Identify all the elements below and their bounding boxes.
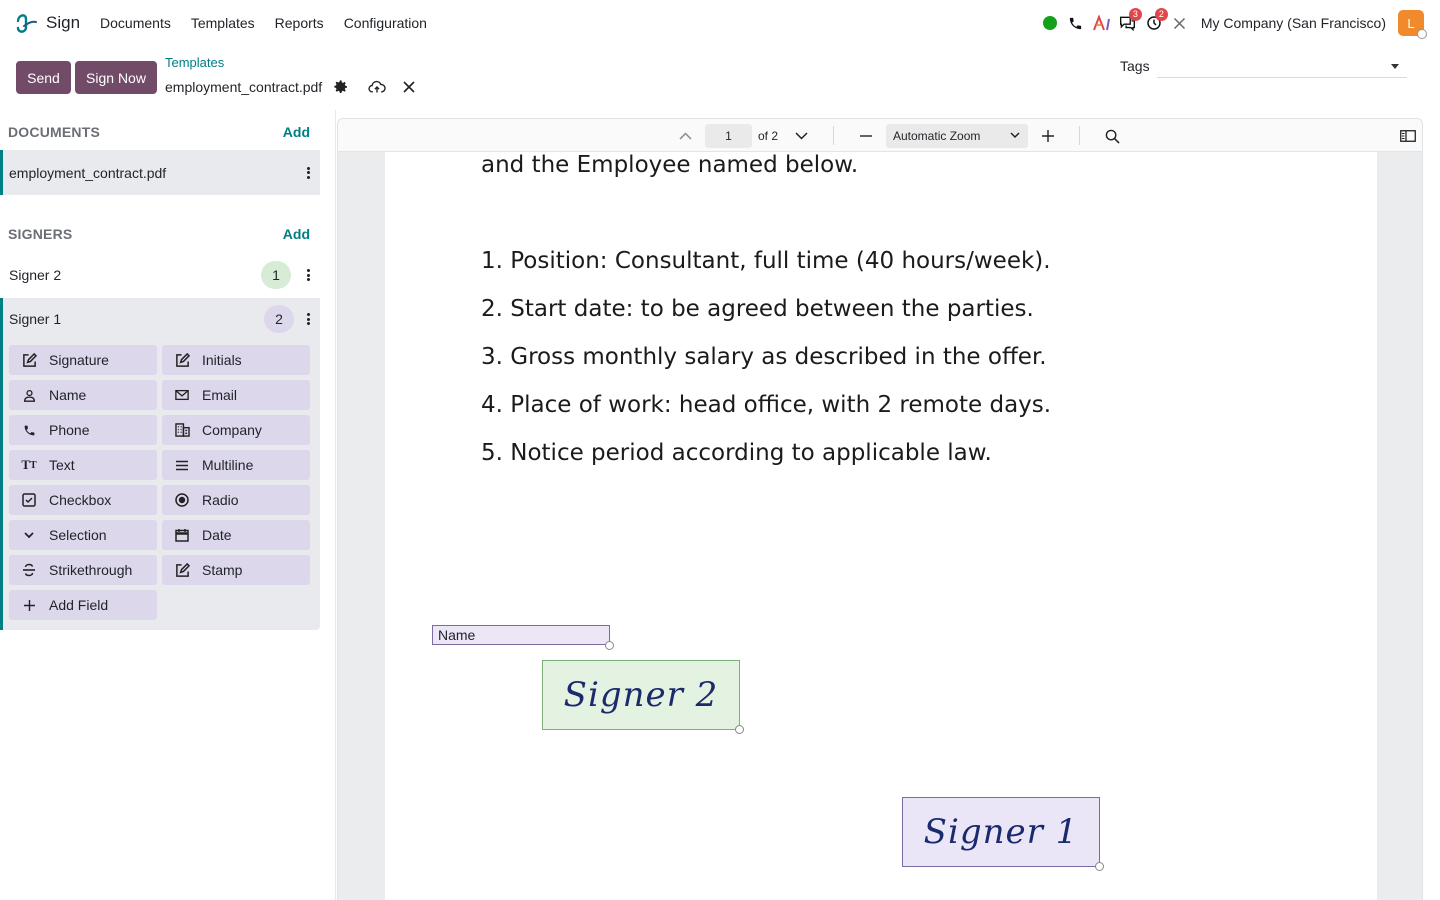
document-name: employment_contract.pdf [9, 164, 167, 181]
phone-button[interactable] [1063, 0, 1089, 46]
signer-1-label: Signer 1 [9, 311, 62, 327]
avatar-status-icon [1417, 29, 1427, 39]
next-page-button[interactable] [790, 125, 812, 147]
field-checkbox-label: Checkbox [49, 492, 112, 508]
stamp-edit-icon [174, 562, 190, 578]
zoom-select[interactable] [886, 124, 1028, 148]
avatar[interactable] [1398, 10, 1424, 36]
menu-reports[interactable]: Reports [274, 15, 324, 31]
field-email-label: Email [202, 387, 238, 403]
field-signature[interactable] [9, 345, 157, 375]
field-radio-label: Radio [202, 492, 239, 508]
name-field-item[interactable] [432, 625, 610, 645]
activities-badge: 2 [1155, 8, 1168, 21]
document-kebab-icon[interactable] [304, 165, 312, 181]
field-phone-label: Phone [49, 422, 90, 438]
field-date-label: Date [202, 527, 232, 543]
company-switcher[interactable]: My Company (San Francisco) [1200, 15, 1386, 31]
cloud-upload-icon [368, 79, 386, 95]
field-phone[interactable] [9, 415, 157, 445]
chevron-down-icon [795, 132, 808, 140]
signer-item-2[interactable] [0, 256, 320, 294]
initials-edit-icon [174, 352, 190, 368]
phone-field-icon [21, 422, 37, 438]
field-name[interactable] [9, 380, 157, 410]
signature-signer-1-text: Signer 1 [923, 812, 1079, 852]
sidebar-toggle-icon [1400, 130, 1416, 142]
signature-edit-icon [21, 352, 37, 368]
settings-button[interactable] [331, 77, 351, 97]
envelope-icon [174, 387, 190, 403]
find-button[interactable] [1101, 125, 1123, 147]
gear-icon [333, 79, 349, 95]
field-checkbox[interactable] [9, 485, 157, 515]
field-initials-label: Initials [202, 352, 242, 368]
signer-2-kebab-icon[interactable] [304, 267, 312, 283]
field-signature-label: Signature [49, 352, 109, 368]
search-icon [1105, 129, 1120, 144]
page-title: employment_contract.pdf [165, 79, 323, 95]
debug-button[interactable] [1167, 0, 1193, 46]
toolbar-divider [833, 126, 834, 145]
field-selection-label: Selection [49, 527, 107, 543]
send-button[interactable]: Send [16, 61, 71, 94]
previous-page-button[interactable] [674, 125, 696, 147]
breadcrumb-templates[interactable]: Templates [165, 55, 225, 70]
signer-2-label: Signer 2 [9, 267, 62, 283]
systray [1037, 0, 1424, 46]
save-cloud-button[interactable] [367, 77, 387, 97]
signer-item-1 [0, 298, 320, 630]
field-text-label: Text [49, 457, 75, 473]
plus-icon [1042, 130, 1054, 142]
field-initials[interactable] [162, 345, 310, 375]
resize-handle[interactable] [735, 725, 744, 734]
plus-icon [21, 597, 37, 613]
field-selection[interactable] [9, 520, 157, 550]
document-text-line: 4. Place of work: head office, with 2 remote days. [481, 392, 1052, 418]
breadcrumb [165, 77, 419, 97]
menu-templates[interactable]: Templates [190, 15, 255, 31]
app-brand[interactable] [14, 11, 80, 35]
top-navbar [0, 0, 1440, 46]
field-email[interactable] [162, 380, 310, 410]
document-text-line: 5. Notice period according to applicable law. [481, 440, 992, 466]
field-date[interactable] [162, 520, 310, 550]
pdf-page [385, 152, 1377, 900]
signer-1-count-badge: 2 [264, 305, 294, 333]
add-signer-button[interactable]: Add [282, 226, 310, 242]
user-icon [21, 387, 37, 403]
checkbox-icon [21, 492, 37, 508]
signer-1-kebab-icon[interactable] [304, 311, 312, 327]
field-radio[interactable] [162, 485, 310, 515]
ai-button[interactable] [1089, 0, 1115, 46]
add-document-button[interactable]: Add [282, 124, 310, 140]
sign-now-button[interactable]: Sign Now [75, 61, 157, 94]
field-strikethrough-label: Strikethrough [49, 562, 133, 578]
document-item[interactable] [0, 150, 320, 195]
resize-handle[interactable] [605, 641, 614, 650]
presence-status[interactable] [1037, 0, 1063, 46]
tags-input[interactable] [1157, 56, 1407, 78]
resize-handle[interactable] [1095, 862, 1104, 871]
tools-icon [1172, 16, 1187, 31]
pdf-viewer [337, 118, 1423, 900]
signature-field-signer-2[interactable] [542, 660, 740, 730]
discard-button[interactable] [399, 77, 419, 97]
field-stamp-label: Stamp [202, 562, 243, 578]
strikethrough-icon [21, 562, 37, 578]
menu-documents[interactable]: Documents [100, 15, 171, 31]
field-company-label: Company [202, 422, 262, 438]
field-name-label: Name [49, 387, 87, 403]
page-number-input[interactable] [705, 124, 752, 148]
avatar-initial: L [1407, 15, 1415, 31]
signature-signer-2-text: Signer 2 [563, 675, 719, 715]
chevron-down-icon [1010, 132, 1020, 139]
menu-configuration[interactable]: Configuration [343, 15, 427, 31]
field-strikethrough[interactable] [9, 555, 157, 585]
signature-field-signer-1[interactable] [902, 797, 1100, 867]
minus-icon [860, 135, 872, 137]
sidebar [0, 110, 336, 900]
signers-header [8, 226, 320, 242]
document-text-line: 1. Position: Consultant, full time (40 hours/week). [481, 248, 1051, 274]
caret-down-icon [1391, 64, 1399, 69]
documents-title: DOCUMENTS [8, 124, 101, 140]
add-field-label: Add Field [49, 597, 109, 613]
text-size-icon: T T [21, 457, 37, 472]
radio-icon [174, 492, 190, 508]
zoom-out-button[interactable] [855, 125, 877, 147]
add-field-button[interactable] [9, 590, 157, 620]
document-text-line: 3. Gross monthly salary as described in the offer. [481, 344, 1047, 370]
page-count: of 2 [758, 129, 779, 143]
document-text-line: 2. Start date: to be agreed between the parties. [481, 296, 1034, 322]
building-icon [174, 422, 190, 438]
zoom-in-button[interactable] [1037, 125, 1059, 147]
field-text[interactable] [9, 450, 157, 480]
sidebar-toggle-button[interactable] [1397, 125, 1419, 147]
sign-app-icon [14, 11, 38, 35]
tags-label: Tags [1120, 58, 1150, 74]
calendar-icon [174, 527, 190, 543]
close-icon [403, 81, 415, 93]
documents-header [8, 124, 320, 140]
pdf-toolbar [338, 119, 1423, 152]
zoom-value: Automatic Zoom [893, 129, 981, 143]
app-name: Sign [46, 13, 81, 32]
main-menu [100, 15, 447, 31]
field-company[interactable] [162, 415, 310, 445]
signers-title: SIGNERS [8, 226, 73, 242]
field-multiline[interactable] [162, 450, 310, 480]
messages-badge: 3 [1129, 8, 1142, 21]
field-multiline-label: Multiline [202, 457, 254, 473]
ai-icon [1093, 15, 1111, 31]
chevron-down-icon [21, 527, 37, 543]
signer-2-count-badge: 1 [261, 261, 291, 289]
document-text-line: and the Employee named below. [481, 152, 859, 178]
signer-1-header[interactable] [3, 298, 320, 340]
chevron-up-icon [679, 132, 692, 140]
presence-dot-icon [1043, 16, 1057, 30]
messages-button[interactable] [1115, 0, 1141, 46]
activities-button[interactable] [1141, 0, 1167, 46]
bars-icon [174, 457, 190, 473]
toolbar-divider [1079, 126, 1080, 145]
field-stamp[interactable] [162, 555, 310, 585]
phone-icon [1068, 16, 1083, 31]
name-field-label: Name [438, 627, 476, 643]
